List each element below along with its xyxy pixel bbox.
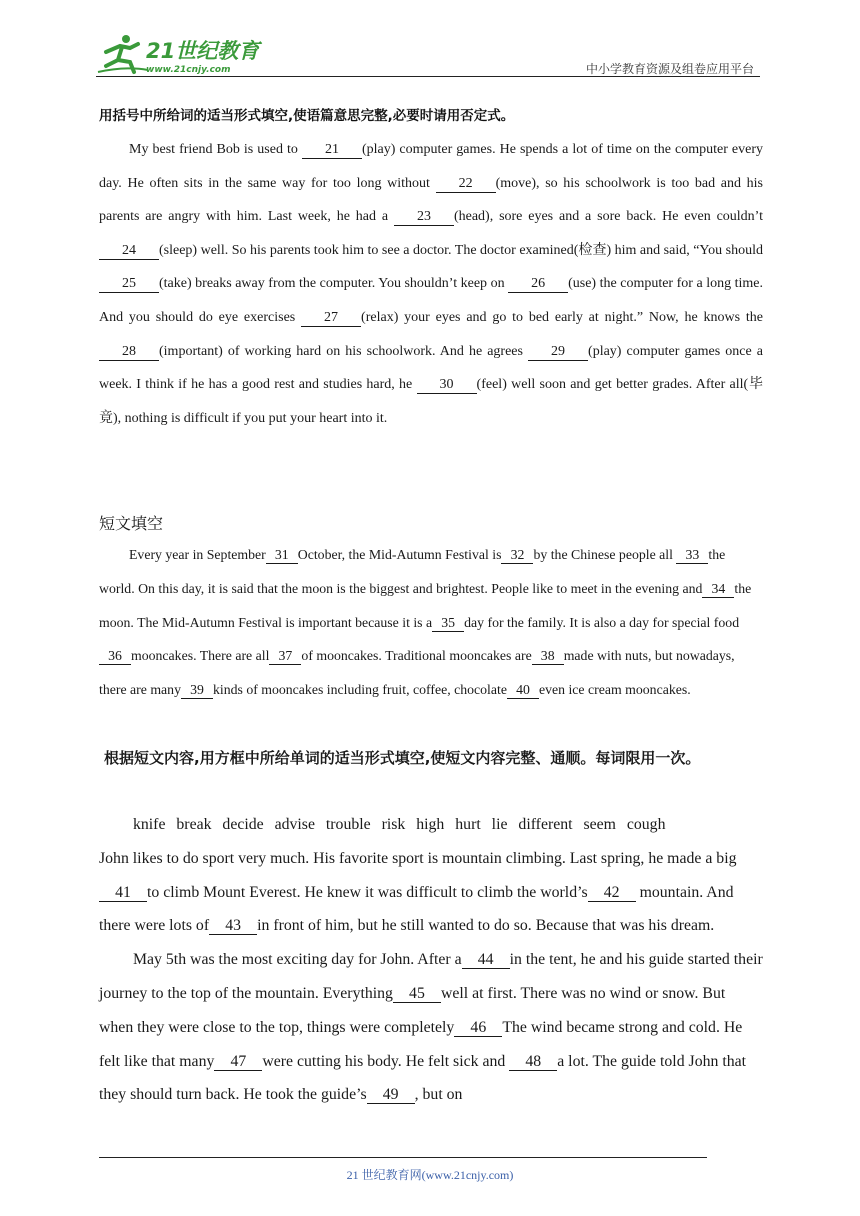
blank-21: 21 bbox=[302, 142, 362, 159]
blank-26: 26 bbox=[508, 276, 568, 293]
blank-27: 27 bbox=[301, 310, 361, 327]
passage-text: (head), sore eyes and a sore back. He even couldn’t bbox=[453, 209, 763, 225]
page-header bbox=[96, 28, 760, 78]
passage-text: (move), so his schoolwork is too bad and his parents are angry with him. Last week, he had a bbox=[99, 175, 763, 225]
passage-text: (relax) your eyes and go to bed early at night.” Now, he knows the bbox=[361, 309, 763, 325]
passage-text: day for the family. It is also a day for special food bbox=[464, 614, 740, 630]
passage-text: the world. On this day, it is said that the moon is the biggest and brightest. People like to meet in the evening and bbox=[99, 547, 726, 596]
passage-text: even ice cream mooncakes. bbox=[538, 682, 691, 698]
blank-46: 46 bbox=[454, 1020, 502, 1037]
blank-49: 49 bbox=[367, 1087, 415, 1104]
blank-42: 42 bbox=[588, 885, 636, 902]
passage-text: kinds of mooncakes including fruit, coffee, chocolate bbox=[212, 682, 507, 698]
part3-paragraph-2 bbox=[99, 943, 763, 1112]
blank-40: 40 bbox=[507, 682, 539, 699]
blank-25: 25 bbox=[99, 276, 159, 293]
part3-instruction: 根据短文内容,用方框中所给单词的适当形式填空,使短文内容完整、通顺。每词限用一次。 bbox=[104, 749, 701, 767]
footer-text: 21 世纪教育网(www.21cnjy.com) bbox=[346, 1168, 514, 1182]
svg-text:21世纪教育: 21世纪教育 bbox=[146, 39, 260, 63]
passage-text: The wind became strong and cold. He felt like that many bbox=[99, 1018, 743, 1070]
passage-text: (important) of working hard on his schoolwork. And he agrees bbox=[159, 343, 529, 359]
blank-31: 31 bbox=[266, 547, 298, 564]
word-box-text: knife break decide advise trouble risk high hurt lie different seem cough bbox=[133, 816, 666, 833]
footer-divider bbox=[99, 1157, 707, 1158]
blank-39: 39 bbox=[181, 682, 213, 699]
blank-28: 28 bbox=[99, 344, 159, 361]
blank-44: 44 bbox=[462, 952, 510, 969]
header-divider bbox=[96, 76, 760, 77]
passage-text: a lot. The guide told John that they should turn back. He took the guide’s bbox=[99, 1052, 747, 1104]
passage-text: (play) computer games. He spends a lot of time on the computer every day. He often sits in the same way for too long without bbox=[99, 142, 763, 191]
part2-passage bbox=[99, 538, 763, 707]
passage-text: John likes to do sport very much. His favorite sport is mountain climbing. Last spring, he made a big bbox=[99, 849, 737, 867]
blank-23: 23 bbox=[394, 209, 454, 226]
part2-title: 短文填空 bbox=[99, 514, 164, 533]
blank-38: 38 bbox=[532, 648, 564, 665]
blank-34: 34 bbox=[702, 581, 734, 598]
logo bbox=[96, 32, 266, 76]
passage-text: May 5th was the most exciting day for John. After a bbox=[133, 951, 462, 969]
blank-32: 32 bbox=[501, 547, 533, 564]
blank-47: 47 bbox=[214, 1054, 262, 1071]
passage-text: My best friend Bob is used to bbox=[129, 142, 302, 157]
platform-name: 中小学教育资源及组卷应用平台 bbox=[585, 62, 754, 76]
passage-text: mooncakes. There are all bbox=[131, 648, 270, 664]
passage-text: in the tent, he and his guide started their journey to the top of the mountain. Everything bbox=[99, 951, 763, 1002]
blank-45: 45 bbox=[393, 986, 441, 1003]
passage-text: (sleep) well. So his parents took him to see a doctor. The doctor examined(检查) him and said, “You should bbox=[159, 242, 763, 258]
blank-22: 22 bbox=[436, 176, 496, 193]
runner-icon bbox=[98, 35, 148, 72]
passage-text: well at first. There was no wind or snow. But when they were close to the top, things were completely bbox=[99, 984, 726, 1036]
passage-text: by the Chinese people all bbox=[533, 547, 677, 562]
passage-text: , but on bbox=[414, 1086, 463, 1104]
passage-text: of mooncakes. Traditional mooncakes are bbox=[301, 648, 532, 664]
passage-text: (feel) well soon and get better grades. After all(毕竟), nothing is difficult if you put your heart into it. bbox=[99, 377, 763, 426]
part1-instruction: 用括号中所给词的适当形式填空,使语篇意思完整,必要时请用否定式。 bbox=[99, 108, 515, 124]
passage-text: October, the Mid-Autumn Festival is bbox=[297, 547, 502, 562]
passage-text: made with nuts, but nowadays, there are many bbox=[99, 648, 735, 698]
passage-text: in front of him, but he still wanted to do so. Because that was his dream. bbox=[257, 917, 715, 935]
blank-43: 43 bbox=[209, 918, 257, 935]
blank-36: 36 bbox=[99, 648, 131, 665]
blank-35: 35 bbox=[432, 615, 464, 632]
passage-text: to climb Mount Everest. He knew it was difficult to climb the world’s bbox=[147, 883, 588, 901]
passage-text: (take) breaks away from the computer. You shouldn’t keep on bbox=[159, 276, 509, 292]
passage-text: (use) the computer for a long time. And you should do eye exercises bbox=[99, 276, 763, 325]
svg-text:www.21cnjy.com: www.21cnjy.com bbox=[146, 65, 231, 75]
blank-29: 29 bbox=[528, 344, 588, 361]
part3-paragraph-1 bbox=[99, 842, 763, 943]
passage-text: Every year in September bbox=[129, 547, 266, 562]
part1-passage bbox=[99, 133, 763, 435]
passage-text: mountain. And there were lots of bbox=[99, 883, 734, 935]
word-box bbox=[99, 808, 763, 842]
passage-text: the moon. The Mid-Autumn Festival is important because it is a bbox=[99, 580, 752, 630]
blank-48: 48 bbox=[509, 1054, 557, 1071]
blank-24: 24 bbox=[99, 243, 159, 260]
passage-text: were cutting his body. He felt sick and bbox=[262, 1052, 510, 1070]
blank-41: 41 bbox=[99, 885, 147, 902]
passage-text: (play) computer games once a week. I think if he has a good rest and studies hard, he bbox=[99, 343, 763, 393]
blank-33: 33 bbox=[676, 547, 708, 564]
blank-37: 37 bbox=[269, 648, 301, 665]
blank-30: 30 bbox=[417, 377, 477, 394]
